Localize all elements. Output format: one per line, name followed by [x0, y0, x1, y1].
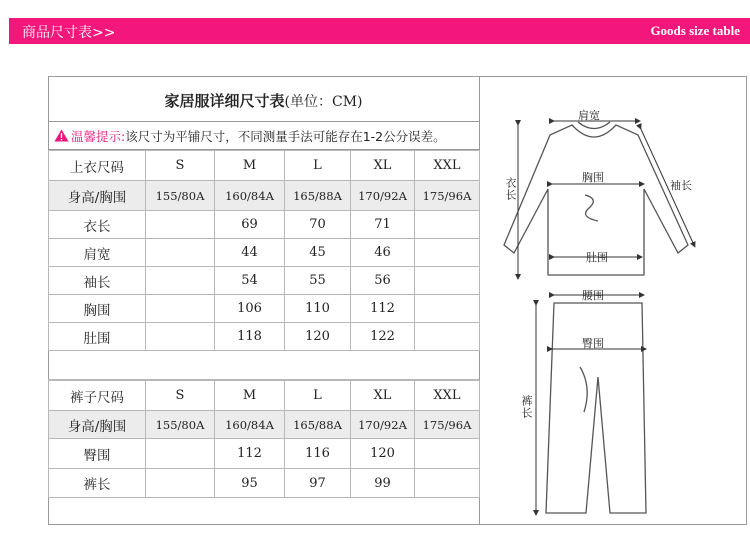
table-row	[49, 469, 480, 498]
diagram-belly-label: 肚围	[586, 251, 608, 264]
table-cell: 165/88A	[285, 411, 351, 439]
table-cell: 54	[215, 267, 285, 295]
table-cell: 71	[351, 211, 415, 239]
table-cell: 97	[285, 469, 351, 498]
header-cell: M	[215, 381, 285, 411]
table-row	[49, 295, 480, 323]
warning-row	[48, 122, 479, 150]
header-cell: 裤子尺码	[49, 381, 146, 411]
row-label: 胸围	[49, 295, 146, 323]
table-cell: 46	[351, 239, 415, 267]
table-cell: 118	[215, 323, 285, 351]
table-cell	[415, 211, 480, 239]
header-cell: XL	[351, 381, 415, 411]
table-cell: 112	[215, 439, 285, 469]
diagram-waist-label: 腰围	[582, 289, 604, 302]
table-cell	[146, 211, 215, 239]
row-label: 肩宽	[49, 239, 146, 267]
header-cell: XXL	[415, 381, 480, 411]
table-cell: 120	[285, 323, 351, 351]
table-cell: 95	[215, 469, 285, 498]
garment-illustration	[480, 77, 746, 524]
table-cell: 112	[351, 295, 415, 323]
table-cell	[146, 267, 215, 295]
table-cell: 170/92A	[351, 181, 415, 211]
table-cell	[415, 323, 480, 351]
table-cell	[146, 239, 215, 267]
chart-title: 家居服详细尺寸表	[164, 92, 285, 110]
table-cell: 170/92A	[351, 411, 415, 439]
table-cell: 55	[285, 267, 351, 295]
table-spacer	[48, 350, 479, 380]
table-cell	[415, 469, 480, 498]
top-header-row	[49, 151, 480, 181]
header-right-title: Goods size table	[650, 23, 740, 38]
bottom-size-table	[48, 380, 480, 498]
table-cell	[146, 323, 215, 351]
table-cell	[415, 295, 480, 323]
table-cell: 70	[285, 211, 351, 239]
top-size-table	[48, 150, 480, 351]
table-cell	[146, 295, 215, 323]
bottom-header-row	[49, 381, 480, 411]
table-cell: 69	[215, 211, 285, 239]
table-row	[49, 439, 480, 469]
diagram-chest-label: 胸围	[582, 171, 604, 184]
diagram-shoulder-label: 肩宽	[578, 109, 600, 122]
table-row	[49, 181, 480, 211]
header-cell: S	[146, 151, 215, 181]
diagram-length-label: 衣长	[504, 177, 517, 201]
header-cell: M	[215, 151, 285, 181]
table-cell: 99	[351, 469, 415, 498]
table-cell	[146, 469, 215, 498]
row-label: 袖长	[49, 267, 146, 295]
table-cell: 56	[351, 267, 415, 295]
measurement-diagram	[480, 77, 746, 524]
header-cell: L	[285, 151, 351, 181]
header-left-title: 商品尺寸表>>	[22, 25, 116, 41]
diagram-hip-label: 臀围	[582, 337, 604, 350]
row-label: 身高/胸围	[49, 181, 146, 211]
table-cell: 110	[285, 295, 351, 323]
header-cell: XXL	[415, 151, 480, 181]
table-row	[49, 411, 480, 439]
table-cell: 122	[351, 323, 415, 351]
header-cell: XL	[351, 151, 415, 181]
diagram-pants-length-label: 裤长	[520, 395, 533, 419]
header-bar	[9, 18, 750, 44]
table-cell	[146, 439, 215, 469]
header-cell: S	[146, 381, 215, 411]
warning-label: 温馨提示:	[71, 128, 126, 144]
diagram-sleeve-label: 袖长	[670, 179, 692, 192]
table-row	[49, 323, 480, 351]
table-cell	[415, 439, 480, 469]
table-cell	[415, 239, 480, 267]
table-row	[49, 267, 480, 295]
table-cell: 116	[285, 439, 351, 469]
table-cell: 155/80A	[146, 411, 215, 439]
table-cell: 165/88A	[285, 181, 351, 211]
row-label: 衣长	[49, 211, 146, 239]
row-label: 臀围	[49, 439, 146, 469]
row-label: 肚围	[49, 323, 146, 351]
table-cell	[415, 267, 480, 295]
table-row	[49, 211, 480, 239]
warning-text: 该尺寸为平铺尺寸，不同测量手法可能存在1-2公分误差。	[125, 128, 446, 144]
table-cell: 160/84A	[215, 411, 285, 439]
chart-unit: (单位：CM)	[284, 93, 363, 110]
table-cell: 160/84A	[215, 181, 285, 211]
table-cell: 106	[215, 295, 285, 323]
warning-icon	[54, 129, 69, 142]
table-cell: 120	[351, 439, 415, 469]
table-cell: 44	[215, 239, 285, 267]
table-footer-spacer	[48, 497, 479, 525]
table-cell: 175/96A	[415, 411, 480, 439]
header-cell: L	[285, 381, 351, 411]
row-label: 裤长	[49, 469, 146, 498]
table-cell: 45	[285, 239, 351, 267]
table-row	[49, 239, 480, 267]
header-cell: 上衣尺码	[49, 151, 146, 181]
chart-title-row	[48, 76, 479, 122]
row-label: 身高/胸围	[49, 411, 146, 439]
table-cell: 175/96A	[415, 181, 480, 211]
table-cell: 155/80A	[146, 181, 215, 211]
